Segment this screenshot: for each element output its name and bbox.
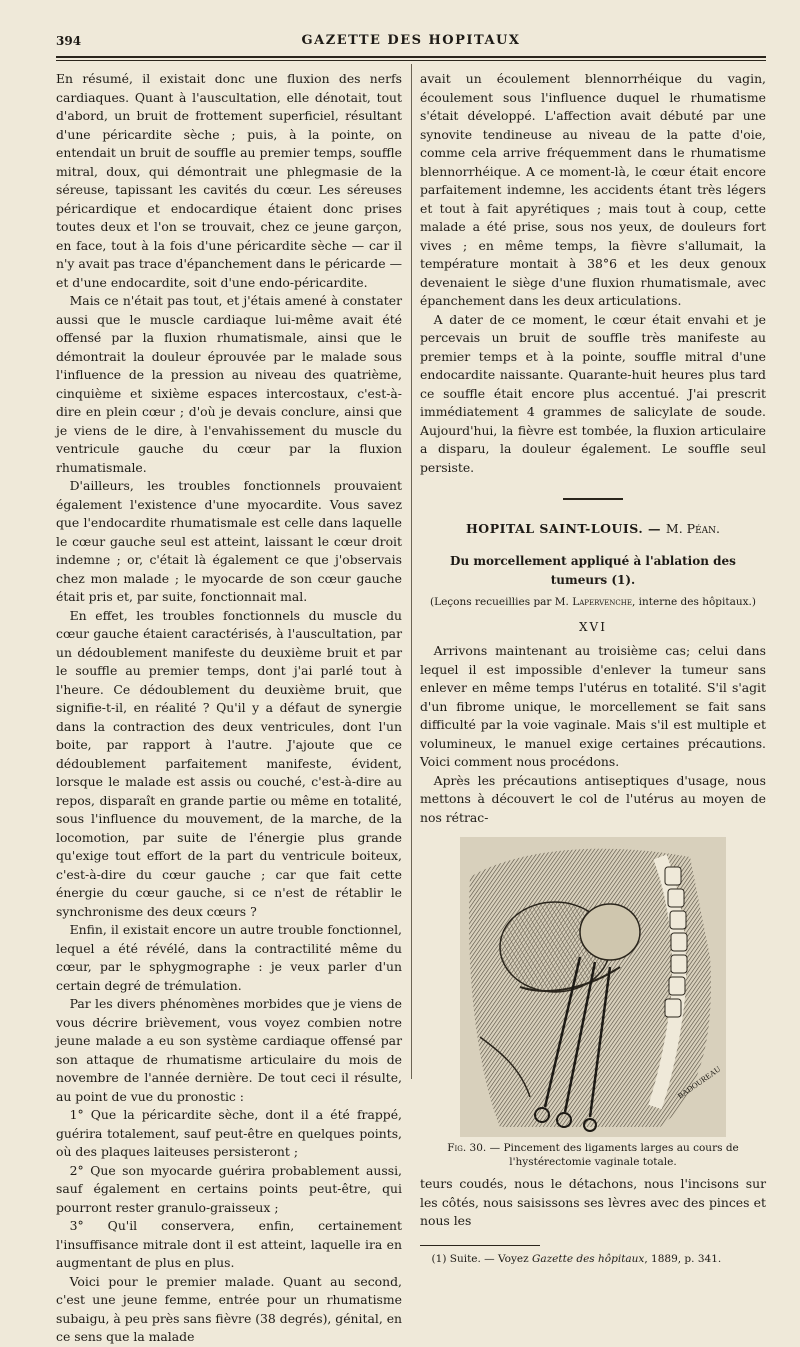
left-column xyxy=(56,70,402,1347)
figure-caption xyxy=(420,1141,766,1169)
paragraph: Voici pour le premier malade. Quant au second, c'est une jeune femme, entrée pour un rhumatisme subaigu, à peu près sans fièvre (38 degrés), génital, en ce sens que la malade xyxy=(56,1273,403,1344)
paragraph: teurs coudés, nous le détachons, nous l'incisons sur les côtés, nous saisissons ses lèvres avec des pinces et nous les xyxy=(420,1176,766,1228)
footnote-prefix: (1) Suite. — Voyez xyxy=(431,1252,529,1265)
paragraph: Mais ce n'était pas tout, et j'étais amené à constater aussi que le muscle cardiaque lui-même avait été offensé par la fluxion rhumatismale, ainsi que le démontrait la douleur éprouvée par le malade sous l'influence de la pression au niveau des quatrième, cinquième et sixième espaces intercostaux, c'est-à-dire en plein cœur ; d'où je devais conclure, ainsi que je viens de le dire, à l'envahissement du muscle du ventricule gauche du cœur par la fluxion rhumatismale. xyxy=(56,293,402,475)
right-column xyxy=(420,70,766,1266)
paragraph: Arrivons maintenant au troisième cas; celui dans lequel il est impossible d'enlever la tumeur sans enlever en même temps l'utérus en totalité. S'il s'agit d'un fibrome unique, le morcellement se fait sans difficulté par la voie vaginale. Mais s'il est multiple et volumineux, le manuel exige certaines précautions. Voici comment nous procédons. xyxy=(420,643,766,769)
paragraph: Après les précautions antiseptiques d'usage, nous mettons à découvert le col de l'utérus au moyen de nos rétrac- xyxy=(420,772,766,825)
part-number: XVI xyxy=(579,619,607,634)
list-item: 1° Que la péricardite sèche, dont il a été frappé, guérira totalement, sauf peut-être en quelques points, où des plaques laiteuses persisteront ; xyxy=(56,1107,402,1159)
footnote xyxy=(420,1252,766,1266)
hospital-author: M. Péan. xyxy=(665,520,720,536)
hospital-name: HOPITAL SAINT-LOUIS. — xyxy=(466,520,662,536)
article-subtitle xyxy=(420,593,766,612)
paragraph: D'ailleurs, les troubles fonctionnels prouvaient également l'existence d'une myocardite. Vous savez que l'endocardite rhumatismale est celle dans laquelle le cœur gauche seul est atteint, laissant le cœur droit indemne ; or, c'était là également ce que j'observais chez mon malade ; le myocarde de son cœur gauche était pris et, par suite, fonctionnait mal. xyxy=(56,478,402,604)
paragraph: Enfin, il existait encore un autre trouble fonctionnel, lequel a été révélé, dans la contractilité même du cœur, par le sphygmographe : je veux parler d'un certain degré de trémulation. xyxy=(56,922,402,993)
paragraph: En effet, les troubles fonctionnels du muscle du cœur gauche étaient caractérisés, à l'auscultation, par un dédoublement manifeste du deuxième bruit et par le souffle au premier temps, dont j'ai parlé tout à l'heure. Ce dédoublement du deuxième bruit, que signifie-t-il, en réalité ? Qu'il y a défaut de synergie dans la contraction des deux ventricules, dont l'un boite, par rapport à l'autre. J'ajoute que ce dédoublement parfaitement manifeste, évident, lorsque le malade est assis ou couché, c'est-à-dire au repos, disparaît en grande partie ou même en totalité, sous l'influence du mouvement, de la marche, de la locomotion, par suite de l'énergie plus grande qu'exige tout effort de la part du ventricule boiteux, c'est-à-dire du cœur gauche ; car que fait cette énergie du cœur gauche, si ce n'est de rétablir le synchronisme des deux cœurs ? xyxy=(56,607,402,919)
paragraph: avait un écoulement blennorrhéique du vagin, écoulement sous l'influence duquel le rhumatisme s'était développé. L'affection avait débuté par une synovite tendineuse au niveau de la patte d'oie, comme cela arrive fréquemment dans le rhumatisme blennorrhéique. A ce moment-là, le cœur était encore parfaitement indemne, les accidents étant très légers et tout à fait apyrétiques ; mais tout à coup, cette malade a été prise, sous nos yeux, de douleurs fort vives ; en même temps, la fièvre s'allumait, la température montait à 38°6 et les deux genoux devenaient le siège d'une fluxion rhumatismale, avec épanchement dans les deux articulations. xyxy=(420,71,766,308)
header-rule xyxy=(56,56,766,58)
figure-engraving xyxy=(420,837,766,1137)
header-rule-thin xyxy=(56,60,766,61)
engraver-signature: BADOUREAU xyxy=(675,1064,723,1101)
article-sub-name: Lapervenche xyxy=(572,596,632,608)
list-item: 2° Que son myocarde guérira probablement aussi, sauf également en certains points peut-être, qui pourront rester granulo-graisseux ; xyxy=(56,1162,402,1215)
page-number: 394 xyxy=(56,34,82,48)
article-sub-prefix: (Leçons recueillies par M. xyxy=(430,596,569,608)
paragraph: Par les divers phénomènes morbides que je viens de vous décrire brièvement, vous voyez combien notre jeune malade a eu son système cardiaque offensé par son attaque de rhumatisme articulaire du mois de novembre de l'année dernière. De tout ceci il résulte, au point de vue du pronostic : xyxy=(56,996,402,1104)
article-title: Du morcellement appliqué à l'ablation des tumeurs (1). xyxy=(450,554,736,587)
figure-caption-text: — Pincement des ligaments larges au cours de l'hystérectomie vaginale totale. xyxy=(486,1142,739,1168)
footnote-suffix: , 1889, p. 341. xyxy=(644,1252,722,1265)
list-item: 3° Qu'il conservera, enfin, certainement l'insuffisance mitrale dont il est atteint, laquelle ira en augmentant de plus en plus. xyxy=(56,1218,402,1270)
hospital-heading xyxy=(420,520,766,539)
paragraph: A dater de ce moment, le cœur était envahi et je percevais un bruit de souffle très manifeste au premier temps et à la pointe, souffle mitral d'une endocardite naissante. Quarante-huit heures plus tard ce souffle était encore plus accentué. J'ai prescrit immédiatement 4 grammes de salicylate de soude. Aujourd'hui, la fièvre est tombée, la fluxion articulaire a disparu, la douleur également. Le souffle seul persiste. xyxy=(420,311,766,475)
section-separator xyxy=(420,487,766,506)
article-sub-suffix: , interne des hôpitaux.) xyxy=(631,596,756,608)
footnote-rule xyxy=(420,1245,540,1246)
figure-label: Fig. 30. xyxy=(447,1142,487,1154)
paragraph: En résumé, il existait donc une fluxion des nerfs cardiaques. Quant à l'auscultation, elle dénotait, tout d'abord, un bruit de frottement superficiel, résultant d'une péricardite sèche ; puis, à la pointe, on entendait un bruit de souffle au premier temps, souffle mitral, doux, qui démontrait une phlegmasie de la séreuse, tapissant les cavités du cœur. Les séreuses péricardique et endocardique étaient donc prises toutes deux et l'on se trouvait, chez ce jeune garçon, en face, tout à la fois d'une péricardite sèche — car il n'y avait pas trace d'épanchement dans le péricarde — et d'une endocardite, soit d'une endo-péricardite. xyxy=(56,71,402,290)
footnote-journal: Gazette des hôpitaux xyxy=(531,1252,645,1265)
running-title: GAZETTE DES HOPITAUX xyxy=(301,33,521,48)
column-divider xyxy=(411,64,412,1079)
anatomical-engraving xyxy=(460,837,726,1137)
page-header xyxy=(56,30,766,52)
